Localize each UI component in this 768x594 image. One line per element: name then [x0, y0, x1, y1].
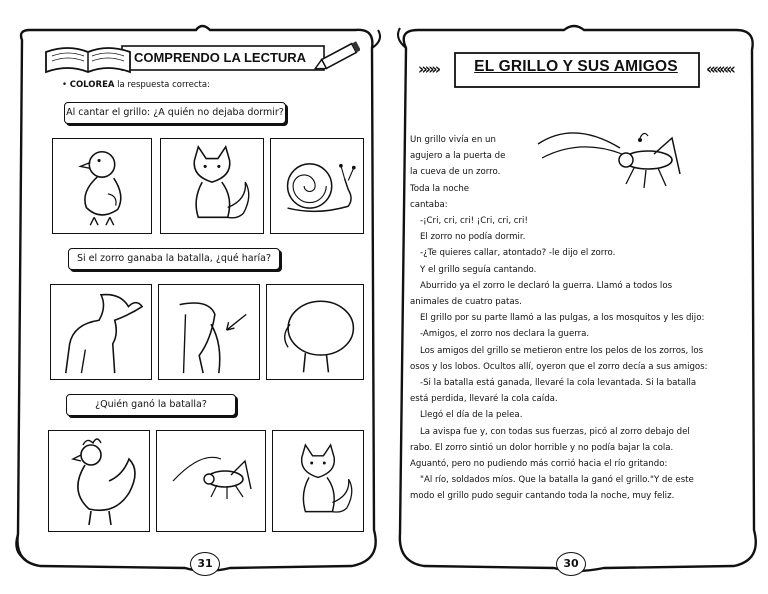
- answer-option-snail[interactable]: [270, 138, 364, 234]
- animal-hindquarters-icon: [267, 285, 363, 379]
- question-3: ¿Quién ganó la batalla?: [66, 394, 236, 416]
- story-line: animales de cuatro patas.: [410, 297, 522, 308]
- story-line: rabo. El zorro sintió un dolor horrible y no podía bajar la cola.: [410, 442, 674, 453]
- rooster-icon: [49, 431, 149, 531]
- answer-option-tail-down[interactable]: [158, 284, 260, 380]
- snail-icon: [271, 139, 363, 233]
- story-line: El grillo por su parte llamó a las pulgas, a los mosquitos y les dijo:: [420, 313, 705, 324]
- instruction: • COLOREA la respuesta correcta:: [62, 80, 210, 90]
- fox-icon: [161, 139, 263, 233]
- story-line: -Si la batalla está ganada, llevaré la cola levantada. Si la batalla: [420, 378, 697, 389]
- story-line: El zorro no podía dormir.: [420, 232, 526, 243]
- book-icon: [46, 48, 130, 72]
- story-line: Aguantó, pero no pudiendo más corrió hacia el río gritando:: [410, 459, 668, 470]
- page-number: 31: [190, 552, 220, 576]
- answer-option-fox-2[interactable]: [272, 430, 364, 532]
- story-line: "Al río, soldados míos. Que la batalla la ganó el grillo."Y de este: [420, 475, 694, 486]
- story-line: -Amigos, el zorro nos declara la guerra.: [420, 329, 590, 340]
- story-line: modo el grillo pudo seguir cantando toda la noche, muy feliz.: [410, 491, 675, 502]
- story-line: agujero a la puerta de: [410, 151, 506, 162]
- answer-option-cricket[interactable]: [156, 430, 266, 532]
- story-line: la cueva de un zorro.: [410, 167, 501, 178]
- answer-option-rooster[interactable]: [48, 430, 150, 532]
- story-line: -¡Cri, cri, cri! ¡Cri, cri, cri!: [420, 216, 528, 226]
- fox-tail-up-icon: [51, 285, 151, 379]
- question-1: Al cantar el grillo: ¿A quién no dejaba dormir?: [64, 102, 286, 124]
- story-line: Toda la noche: [410, 183, 470, 194]
- answer-option-fox[interactable]: [160, 138, 264, 234]
- story-title: EL GRILLO Y SUS AMIGOS: [474, 58, 678, 75]
- instruction-text: la respuesta correcta:: [114, 80, 210, 90]
- fox-icon: [273, 431, 363, 531]
- story-line: Un grillo vivía en un: [410, 135, 496, 145]
- story-line: Los amigos del grillo se metieron entre los pelos de los zorros, los: [420, 345, 704, 356]
- story-line: La avispa fue y, con todas sus fuerzas, picó al zorro debajo del: [420, 426, 690, 437]
- story-line: -¿Te quieres callar, atontado? -le dijo el zorro.: [420, 248, 616, 259]
- left-chevrons: »»»: [418, 60, 439, 78]
- question-2: Si el zorro ganaba la batalla, ¿qué haría?: [68, 248, 280, 270]
- answer-option-hindquarters[interactable]: [266, 284, 364, 380]
- story-line: osos y los lobos. Ocultos allí, oyeron que el zorro decía a sus amigos:: [410, 361, 708, 372]
- story-intro: [410, 132, 742, 213]
- story-body: [410, 213, 742, 505]
- story-line: cantaba:: [410, 199, 448, 210]
- fox-tail-down-icon: [159, 285, 259, 379]
- answer-option-tail-up[interactable]: [50, 284, 152, 380]
- page-number: 30: [556, 552, 586, 576]
- answer-option-duck[interactable]: [52, 138, 152, 234]
- right-page: [384, 0, 768, 594]
- story-line: está perdida, llevaré la cola caída.: [410, 394, 558, 405]
- story-line: Aburrido ya el zorro le declaró la guerra. Llamó a todos los: [420, 280, 673, 291]
- cricket-icon: [157, 431, 265, 531]
- story-line: Y el grillo seguía cantando.: [420, 264, 537, 275]
- right-chevrons: ««««: [706, 60, 733, 78]
- story-line: Llegó el día de la pelea.: [420, 410, 523, 421]
- duck-icon: [53, 139, 151, 233]
- section-header: COMPRENDO LA LECTURA: [133, 50, 307, 65]
- instruction-verb: COLOREA: [69, 80, 115, 90]
